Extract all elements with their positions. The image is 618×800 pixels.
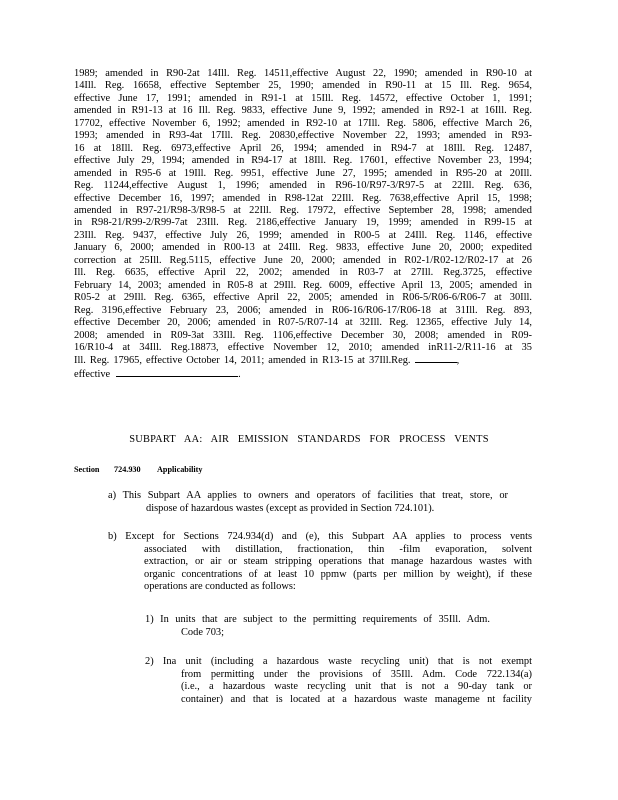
- history-line: Ill. Reg. 6635, effective April 22, 2002; amended in R03-7 at 27Ill. Reg.3725, effective: [74, 267, 532, 279]
- effective-date-blank: [116, 368, 238, 377]
- paragraph-line: operations are conducted as follows:: [144, 581, 296, 593]
- history-line: effective July 29, 1994; amended in R94-17 at 18Ill. Reg. 17601, effective November 23, 1994;: [74, 155, 532, 167]
- history-comma: ,: [456, 355, 460, 367]
- history-line: R05-2 at 29Ill. Reg. 6365, effective April 22, 2005; amended in R06-5/R06-6/R06-7 at 30Ill.: [74, 292, 532, 304]
- paragraph-line: a) This Subpart AA applies to owners and operators of facilities that treat, store, or: [108, 490, 508, 501]
- history-line: amended in R95-6 at 19Ill. Reg. 9951, effective June 27, 1995; amended in R95-20 at 20Ill.: [74, 167, 532, 179]
- paragraph-line: (i.e., a hazardous waste recycling unit that is not a 90-day tank or: [181, 681, 532, 693]
- paragraph-line: Code 703;: [181, 626, 225, 638]
- paragraph-b: [108, 531, 532, 594]
- subpart-heading: SUBPART AA: AIR EMISSION STANDARDS FOR PROCESS VENTS: [129, 434, 489, 445]
- paragraph-a: [108, 490, 508, 515]
- section-label: Section: [74, 465, 100, 474]
- history-line: January 6, 2000; amended in R00-13 at 24Ill. Reg. 9833, effective June 20, 2000; expedited: [74, 242, 532, 254]
- paragraph-line: from permitting under the provisions of 35Ill. Adm. Code 722.134(a): [181, 668, 532, 680]
- blank-underline: [415, 354, 457, 363]
- history-line: effective December 20, 2006; amended in R07-5/R07-14 at 32Ill. Reg. 12365, effective July 14,: [74, 317, 532, 329]
- history-line: amended in R91-13 at 16 Ill. Reg. 9833, effective June 9, 1992; amended in R92-1 at 16Ill. Reg.: [74, 105, 532, 117]
- paragraph-line: organic concentrations of at least 10 ppmw (parts per million by weight), if these: [144, 568, 532, 580]
- history-line-final: [74, 354, 532, 367]
- history-line: in R98-21/R99-2/R99-7at 23Ill. Reg. 2186,effective January 19, 1999; amended in R99-15 at: [74, 217, 532, 229]
- history-line: Reg. 3196,effective February 23, 2006; amended in R06-16/R06-17/R06-18 at 31Ill. Reg. 893,: [74, 304, 532, 316]
- history-line: 16/R10-4 at 34Ill. Reg.18873, effective November 12, 2010; amended inR11-2/R11-16 at 35: [74, 341, 532, 353]
- history-line: 17702, effective November 6, 1992; amended in R92-10 at 17Ill. Reg. 5806, effective March 26,: [74, 117, 532, 129]
- paragraph-b1: [145, 614, 490, 639]
- history-final-text: Ill. Reg. 17965, effective October 14, 2011; amended in R13-15 at 37Ill.Reg.: [74, 355, 411, 367]
- section-heading: [74, 465, 203, 474]
- history-line: amended in R97-21/R98-3/R98-5 at 22Ill. Reg. 17972, effective September 28, 1998; amended: [74, 204, 532, 216]
- source-history-note: [74, 68, 532, 381]
- history-line: 14Ill. Reg. 16658, effective September 25, 1990; amended in R90-11 at 15 Ill. Reg. 9654,: [74, 80, 532, 92]
- history-effective-label: effective: [74, 368, 111, 380]
- history-line: 23Ill. Reg. 9437, effective July 26, 1999; amended in R00-5 at 24Ill. Reg. 1146, effective: [74, 229, 532, 241]
- paragraph-line: extraction, or air or steam stripping operations that manage hazardous wastes with: [144, 556, 532, 568]
- history-effective-line: [74, 368, 532, 381]
- paragraph-line: dispose of hazardous wastes (except as provided in Section 724.101).: [146, 502, 435, 514]
- history-line: 1993; amended in R93-4at 17Ill. Reg. 20830,effective November 22, 1993; amended in R93-: [74, 130, 532, 142]
- history-line: February 14, 2003; amended in R05-8 at 29Ill. Reg. 6009, effective April 13, 2005; amended in: [74, 279, 532, 291]
- history-line: 2008; amended in R09-3at 33Ill. Reg. 1106,effective December 30, 2008; amended in R09-: [74, 329, 532, 341]
- paragraph-line: 1) In units that are subject to the permitting requirements of 35Ill. Adm.: [145, 614, 490, 625]
- section-title: Applicability: [157, 465, 203, 474]
- history-line: 1989; amended in R90-2at 14Ill. Reg. 14511,effective August 22, 1990; amended in R90-10 at: [74, 68, 532, 79]
- history-period: .: [238, 368, 241, 380]
- history-line: effective June 17, 1991; amended in R91-1 at 15Ill. Reg. 14572, effective October 1, 1991;: [74, 92, 532, 104]
- paragraph-line: container) and that is located at a hazardous waste manageme nt facility: [181, 693, 532, 705]
- section-number: 724.930: [114, 465, 141, 474]
- paragraph-b2: [145, 656, 532, 706]
- history-line: effective December 16, 1997; amended in R98-12at 22Ill. Reg. 7638,effective April 15, 1998;: [74, 192, 532, 204]
- history-line: 16 at 18Ill. Reg. 6973,effective April 26, 1994; amended in R94-7 at 18Ill. Reg. 12487,: [74, 142, 532, 154]
- paragraph-line: associated with distillation, fractionation, thin -film evaporation, solvent: [144, 543, 532, 555]
- paragraph-line: b) Except for Sections 724.934(d) and (e), this Subpart AA applies to process vents: [108, 531, 532, 542]
- paragraph-line: 2) Ina unit (including a hazardous waste recycling unit) that is not exempt: [145, 656, 532, 667]
- history-line: correction at 25Ill. Reg.5115, effective June 20, 2000; amended in R02-1/R02-12/R02-17 at 26: [74, 254, 532, 266]
- history-line: Reg. 11244,effective August 1, 1996; amended in R96-10/R97-3/R97-5 at 22Ill. Reg. 636,: [74, 180, 532, 192]
